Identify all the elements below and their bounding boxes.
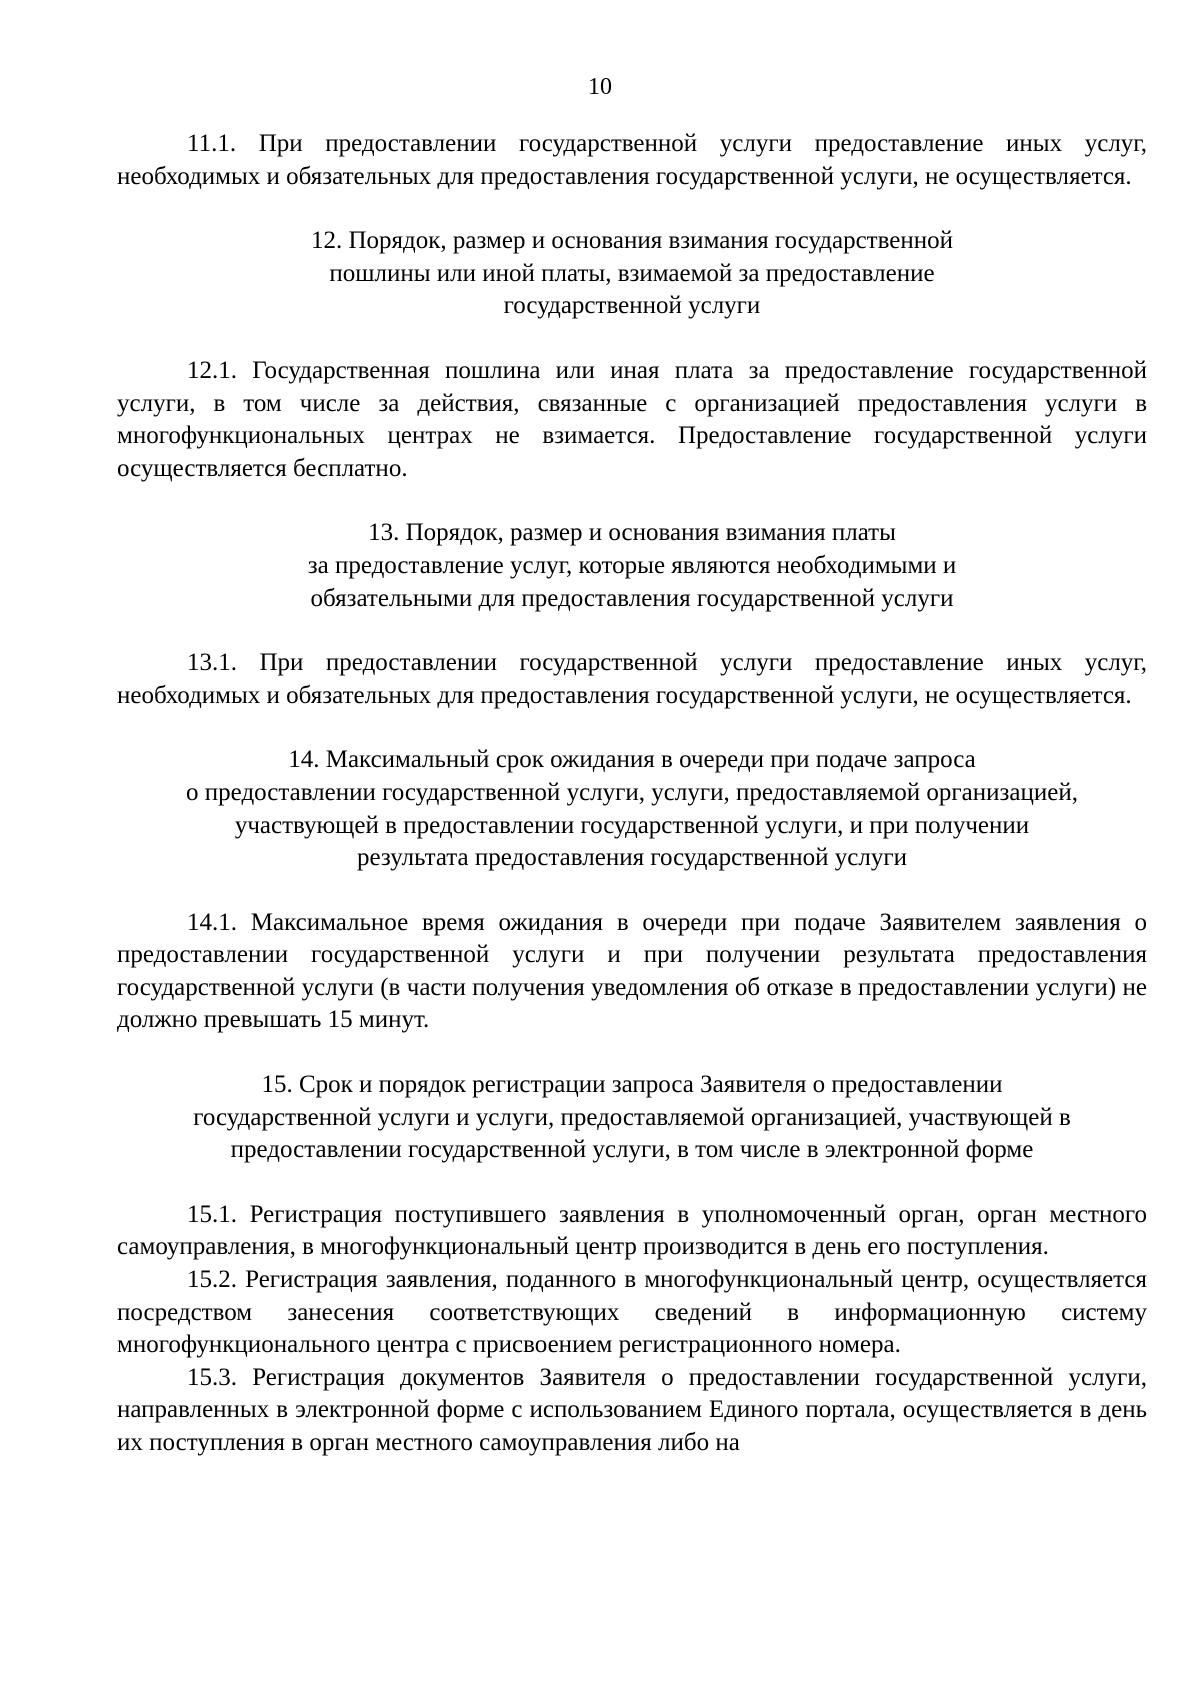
page-number: 10: [588, 74, 612, 100]
paragraph-11-1: 11.1. При предоставлении государственной услуги предоставление иных услуг, необходимых и обязательных для предоставления государственной услуги, не осуществляется.: [117, 130, 1147, 190]
paragraph-13-1: 13.1. При предоставлении государственной услуги предоставление иных услуг, необходимых и обязательных для предоставления государственной услуги, не осуществляется.: [117, 649, 1147, 709]
section-heading-15-line-1: 15. Срок и порядок регистрации запроса Заявителя о предоставлении: [261, 1071, 1003, 1099]
paragraph-15-2: 15.2. Регистрация заявления, поданного в многофункциональный центр, осуществляется посредством занесения соответствующих сведений в информационную систему многофункционального центра с присвоением регистрационного номера.: [117, 1266, 1147, 1359]
document-body: [117, 128, 1147, 1460]
section-heading-12-line-3: государственной услуги: [503, 292, 761, 320]
paragraph-14-1: 14.1. Максимальное время ожидания в очереди при подаче Заявителем заявления о предоставлении государственной услуги и при получении результата предоставления государственной услуги (в части получения уведомления об отказе в предоставлении услуги) не должно превышать 15 минут.: [117, 908, 1147, 1034]
section-heading-13-line-2: за предоставление услуг, которые являются необходимыми и: [307, 551, 957, 579]
section-heading-14-line-2: о предоставлении государственной услуги, услуги, предоставляемой организацией,: [186, 778, 1078, 806]
section-heading-15-line-3: предоставлении государственной услуги, в том числе в электронной форме: [230, 1136, 1034, 1164]
section-heading-14-line-1: 14. Максимальный срок ожидания в очереди при подаче запроса: [288, 746, 976, 774]
section-heading-14-line-4: результата предоставления государственной услуги: [357, 844, 907, 872]
section-heading-14-line-3: участвующей в предоставлении государственной услуги, и при получении: [234, 811, 1030, 839]
section-heading-15: [117, 1069, 1147, 1167]
paragraph-15-1: 15.1. Регистрация поступившего заявления в уполномоченный орган, орган местного самоуправления, в многофункциональный центр производится в день его поступления.: [117, 1200, 1147, 1261]
section-heading-13-line-3: обязательными для предоставления государственной услуги: [310, 584, 954, 612]
section-heading-13-line-1: 13. Порядок, размер и основания взимания платы: [368, 519, 896, 547]
section-heading-12-line-1: 12. Порядок, размер и основания взимания государственной: [311, 227, 953, 255]
paragraph-15-3: 15.3. Регистрация документов Заявителя о предоставлении государственной услуги, направленных в электронной форме с использованием Единого портала, осуществляется в день их поступления в орган местного самоуправления либо на: [117, 1363, 1147, 1456]
section-heading-14: [117, 744, 1147, 874]
section-heading-13: [117, 517, 1147, 615]
section-heading-12: [117, 225, 1147, 323]
paragraph-12-1: 12.1. Государственная пошлина или иная плата за предоставление государственной услуги, в том числе за действия, связанные с организацией предоставления услуги в многофункциональных центрах не взимается. Предоставление государственной услуги осуществляется бесплатно.: [117, 356, 1147, 482]
section-heading-15-line-2: государственной услуги и услуги, предоставляемой организацией, участвующей в: [193, 1103, 1071, 1131]
section-heading-12-line-2: пошлины или иной платы, взимаемой за предоставление: [329, 259, 935, 287]
